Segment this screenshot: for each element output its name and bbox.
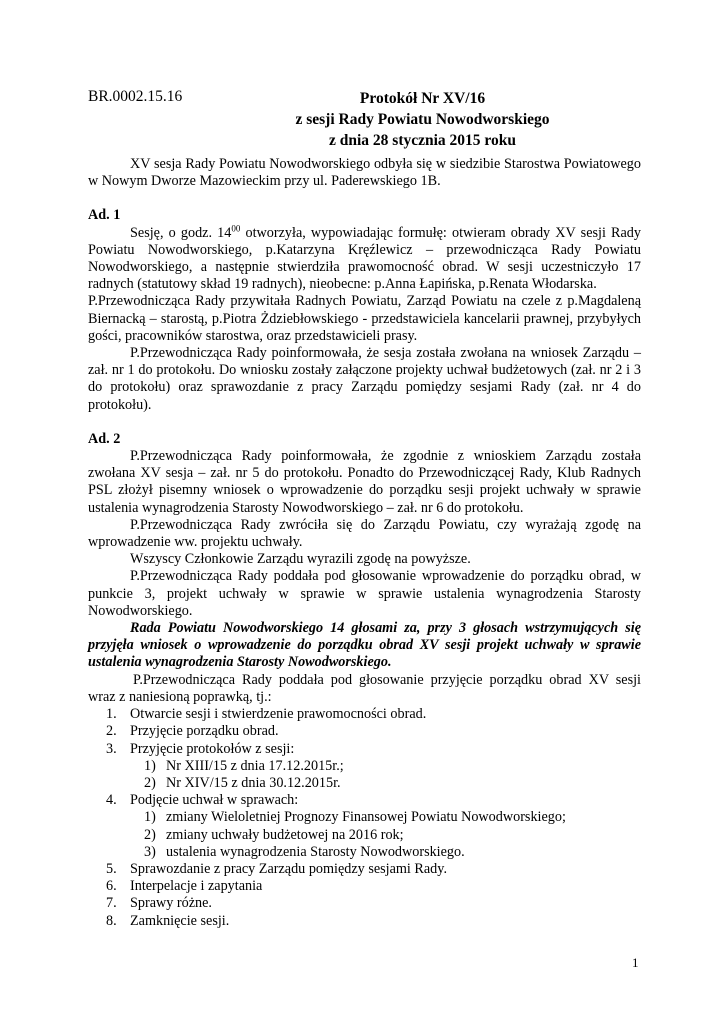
list-item: 3) ustalenia wynagrodzenia Starosty Nowodworskiego. — [144, 843, 465, 860]
page-number: 1 — [632, 955, 639, 970]
list-item: 4. Podjęcie uchwał w sprawach: — [106, 792, 299, 809]
ad1-p1-sup: 00 — [231, 222, 241, 233]
agenda-item-8: Zamknięcie sesji. — [130, 912, 230, 929]
ad2-paragraph-6: P.Przewodnicząca Rady poddała pod głosowanie przyjęcie porządku obrad XV sesji wraz z naniesioną poprawką, tj.: — [88, 671, 641, 705]
intro-paragraph: XV sesja Rady Powiatu Nowodworskiego odbyła się w siedzibie Starostwa Powiatowego w Nowym Dworze Mazowieckim przy ul. Paderewskiego 1B. — [88, 156, 641, 190]
ad1-p1-pre: Sesję, o godz. 14 — [130, 224, 232, 241]
ad1-heading: Ad. 1 — [88, 207, 121, 224]
ad2-paragraph-1: P.Przewodnicząca Rady poinformowała, że zgodnie z wnioskiem Zarządu została zwołana XV sesja – zał. nr 5 do protokołu. Ponadto do Przewodniczącej Rady, Klub Radnych PSL złożył pisemny wniosek o wprowadzenie do porządku sesji projekt uchwały w sprawie ustalenia wynagrodzenia Starosty Nowodworskiego – zał. nr 6 do protokołu. — [88, 448, 641, 516]
list-item: 2) zmiany uchwały budżetowej na 2016 rok; — [144, 826, 404, 843]
agenda-item-1: Otwarcie sesji i stwierdzenie prawomocności obrad. — [130, 706, 427, 723]
ad2-resolution-paragraph: Rada Powiatu Nowodworskiego 14 głosami za, przy 3 głosach wstrzymujących się przyjęła wniosek o wprowadzenie do porządku obrad XV sesji projekt uchwały w sprawie ustalenia wynagrodzenia Starosty Nowodworskiego. — [88, 620, 641, 671]
agenda-item-4-1: zmiany Wieloletniej Prognozy Finansowej Powiatu Nowodworskiego; — [166, 809, 566, 826]
title-line-1: Protokół Nr XV/16 — [359, 90, 486, 107]
title-line-2: z sesji Rady Powiatu Nowodworskiego — [295, 111, 550, 128]
list-item: 2. Przyjęcie porządku obrad. — [106, 723, 279, 740]
document-reference: BR.0002.15.16 — [88, 88, 183, 105]
agenda-list — [88, 706, 641, 930]
list-item: 2) Nr XIV/15 z dnia 30.12.2015r. — [144, 774, 341, 791]
list-item: 3. Przyjęcie protokołów z sesji: — [106, 740, 295, 757]
ad2-paragraph-3: Wszyscy Członkowie Zarządu wyrazili zgodę na powyższe. — [130, 551, 471, 568]
ad1-p1-post: otworzyła, wypowiadając formułę: otwieram obrady XV sesji Rady Powiatu Nowodworskiego, p.Katarzyna Kręźlewicz – przewodnicząca Rady Powiatu Nowodworskiego, a następnie stwierdziła prawomocność obrad. W sesji uczestniczyło 17 radnych (statutowy skład 19 radnych), nieobecne: p.Anna Łapińska, p.Renata Włodarska. — [88, 224, 641, 293]
ad1-paragraph-2: P.Przewodnicząca Rady przywitała Radnych Powiatu, Zarząd Powiatu na czele z p.Magdaleną Biernacką – starostą, p.Piotra Żdziebłowskiego - przedstawiciela kancelarii prawnej, przybyłych gości, pracowników starostwa, oraz przedstawicieli prasy. — [88, 293, 641, 344]
ad2-heading: Ad. 2 — [88, 430, 121, 447]
ad2-paragraph-2: P.Przewodnicząca Rady zwróciła się do Zarządu Powiatu, czy wyrażają zgodę na wprowadzenie ww. projektu uchwały. — [88, 516, 641, 551]
list-item: 6. Interpelacje i zapytania — [106, 878, 263, 895]
document-title — [200, 88, 645, 151]
agenda-item-4-2: zmiany uchwały budżetowej na 2016 rok; — [166, 826, 404, 843]
list-item: 8. Zamknięcie sesji. — [106, 912, 230, 929]
list-item: 7. Sprawy różne. — [106, 895, 212, 912]
agenda-item-6: Interpelacje i zapytania — [130, 878, 263, 895]
list-item: 1) Nr XIII/15 z dnia 17.12.2015r.; — [144, 757, 344, 774]
agenda-item-2: Przyjęcie porządku obrad. — [130, 723, 279, 740]
agenda-item-5: Sprawozdanie z pracy Zarządu pomiędzy sesjami Rady. — [130, 860, 447, 877]
agenda-item-3-2: Nr XIV/15 z dnia 30.12.2015r. — [166, 774, 341, 791]
ad2-paragraph-4: P.Przewodnicząca Rady poddała pod głosowanie wprowadzenie do porządku obrad, w punkcie 3, projekt uchwały w sprawie w sprawie ustalenia wynagrodzenia Starosty Nowodworskiego. — [88, 568, 641, 619]
agenda-item-3-1: Nr XIII/15 z dnia 17.12.2015r.; — [166, 757, 344, 774]
agenda-item-7: Sprawy różne. — [130, 895, 212, 912]
agenda-item-3: Przyjęcie protokołów z sesji: — [130, 740, 295, 757]
list-item: 1. Otwarcie sesji i stwierdzenie prawomocności obrad. — [106, 706, 427, 723]
agenda-item-4-3: ustalenia wynagrodzenia Starosty Nowodworskiego. — [166, 843, 465, 860]
title-line-3: z dnia 28 stycznia 2015 roku — [328, 132, 517, 149]
list-item: 1) zmiany Wieloletniej Prognozy Finansowej Powiatu Nowodworskiego; — [144, 809, 566, 826]
document-body — [88, 156, 641, 930]
list-item: 5. Sprawozdanie z pracy Zarządu pomiędzy sesjami Rady. — [106, 860, 447, 877]
ad1-paragraph-1 — [88, 222, 641, 294]
ad1-paragraph-3: P.Przewodnicząca Rady poinformowała, że sesja została zwołana na wniosek Zarządu – zał. nr 1 do protokołu. Do wniosku zostały załączone projekty uchwał budżetowych (zał. nr 2 i 3 do protokołu) oraz sprawozdanie z pracy Zarządu pomiędzy sesjami Rady (zał. nr 4 do protokołu). — [88, 345, 641, 413]
agenda-item-4: Podjęcie uchwał w sprawach: — [130, 792, 299, 809]
